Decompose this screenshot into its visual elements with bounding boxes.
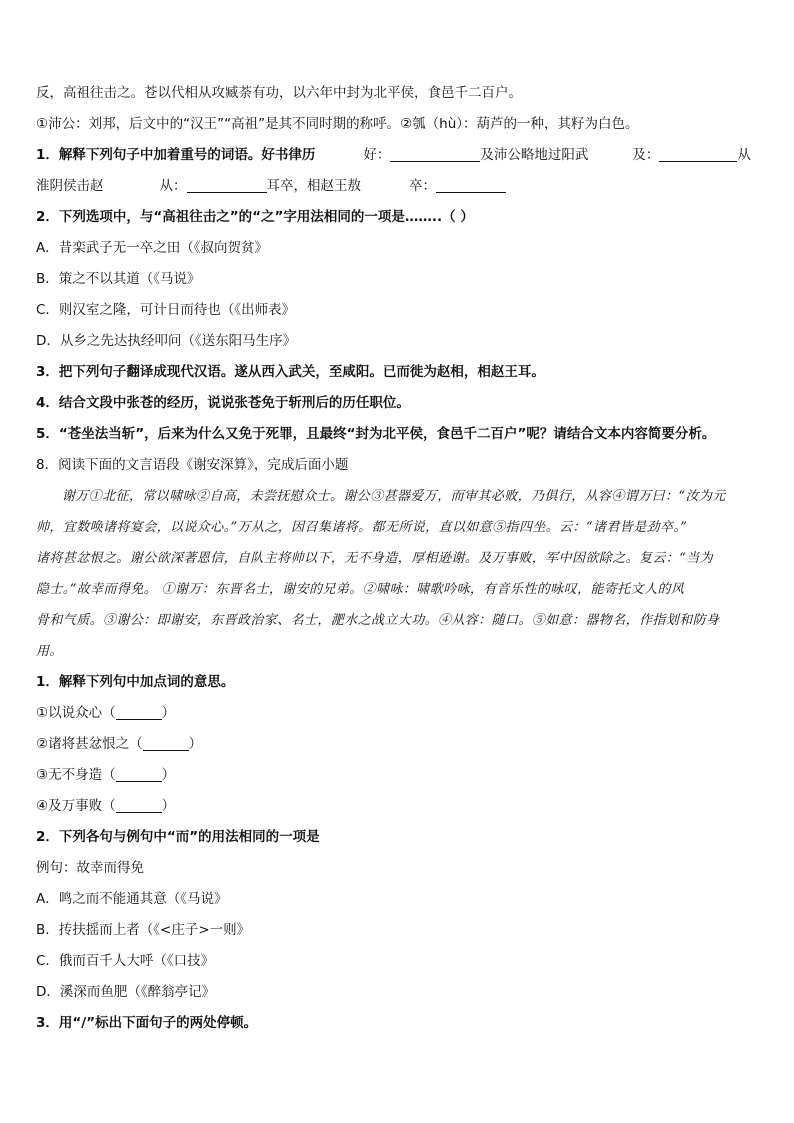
option-d[interactable]: D．溪深而鱼肥（《醉翁亭记》	[36, 984, 216, 1000]
question-4: 4．结合文段中张苍的经历，说说张苍免于斩刑后的历任职位。	[36, 395, 410, 411]
question-1b-text: 淮阴侯击赵	[36, 178, 104, 194]
sub-question-1c	[36, 760, 758, 791]
passage-line: 隐士。”故幸而得免。 ①谢万：东晋名士，谢安的兄弟。②啸咏：啸歌吟咏，有音乐性的咏叹，能寄托文人的风	[36, 582, 685, 597]
answer-blank[interactable]	[116, 796, 162, 813]
paren-close: ）	[161, 705, 176, 721]
passage-line: 骨和气质。③谢公：即谢安，东晋政治家、名士，淝水之战立大功。④从容：随口。⑤如意：器物名，作指划和防身	[36, 613, 720, 628]
passage-line: 诸将甚忿恨之。谢公欲深著恩信，自队主将帅以下，无不身造，厚相逊谢。及万事败，军中因欲除之。复云：“当为	[36, 551, 714, 566]
option-a[interactable]: A．昔栾武子无一卒之田（《叔向贺贫》	[36, 240, 268, 256]
question-1-cont	[36, 171, 758, 202]
item-text: ③无不身造（	[36, 767, 116, 783]
text-line: 反，高祖往击之。苍以代相从攻臧荼有功，以六年中封为北平侯，食邑千二百户。	[36, 85, 522, 101]
item-text: ①以说众心（	[36, 705, 116, 721]
sub-question-2: 2．下列各句与例句中“而”的用法相同的一项是	[36, 829, 320, 845]
question-1-end: 从	[737, 147, 751, 163]
answer-blank-cong[interactable]	[187, 176, 267, 193]
section-8-heading: 8．阅读下面的文言语段《谢安深算》，完成后面小题	[36, 457, 349, 473]
question-1b-mid: 耳卒，相赵王敖	[266, 178, 361, 194]
question-2: 2．下列选项中，与“高祖往击之”的“之”字用法相同的一项是……..（ ）	[36, 209, 474, 225]
passage-line: 用。	[36, 644, 63, 659]
option-b[interactable]: B．抟扶摇而上者（《<庄子>一则》	[36, 922, 251, 938]
paren-close: ）	[161, 798, 176, 814]
item-text: ②诸将甚忿恨之（	[36, 736, 143, 752]
sub-question-1a	[36, 698, 758, 729]
question-3: 3．把下列句子翻译成现代汉语。遂从西入武关，至咸阳。已而徙为赵相，相赵王耳。	[36, 364, 545, 380]
label-zu: 卒：	[409, 178, 436, 194]
label-ji: 及：	[632, 147, 660, 163]
sub-question-1d	[36, 791, 758, 822]
footnote-line: ①沛公：刘邦，后文中的“汉王”“高祖”是其不同时期的称呼。②瓠（hù）：葫芦的一种，其籽为白色。	[36, 116, 639, 132]
question-5: 5．“苍坐法当斩”，后来为什么又免于死罪，且最终“封为北平侯，食邑千二百户”呢？请结合文本内容简要分析。	[36, 426, 716, 442]
question-1-text: 1．解释下列句子中加着重号的词语。好书律历	[36, 147, 316, 163]
answer-blank-hao[interactable]	[390, 145, 480, 162]
question-1	[36, 140, 758, 171]
answer-blank-ji[interactable]	[659, 145, 737, 162]
answer-blank-zu[interactable]	[436, 176, 506, 193]
paren-close: ）	[161, 767, 176, 783]
label-cong: 从：	[159, 178, 187, 194]
item-text: ④及万事败（	[36, 798, 116, 814]
option-c[interactable]: C．则汉室之隆，可计日而待也（《出师表》	[36, 302, 296, 318]
passage-line: 谢万①北征，常以啸咏②自高，未尝抚慰众士。谢公③甚器爱万，而审其必败，乃俱行，从容④谓万曰：“汝为元	[62, 489, 726, 504]
option-c[interactable]: C．俄而百千人大呼（《口技》	[36, 953, 215, 969]
option-b[interactable]: B．策之不以其道（《马说》	[36, 271, 201, 287]
answer-blank[interactable]	[143, 734, 189, 751]
document-page	[36, 78, 758, 1039]
answer-blank[interactable]	[116, 765, 162, 782]
sub-question-1: 1．解释下列句中加点词的意思。	[36, 674, 235, 690]
option-d[interactable]: D．从乡之先达执经叩问（《送东阳马生序》	[36, 333, 297, 349]
classical-passage	[36, 481, 758, 667]
option-a[interactable]: A．鸣之而不能通其意（《马说》	[36, 891, 228, 907]
answer-blank[interactable]	[116, 703, 162, 720]
passage-line: 帅，宜数唤诸将宴会，以说众心。”万从之，因召集诸将。都无所说，直以如意⑤指四坐。云：“诸君皆是劲卒。”	[36, 520, 688, 535]
question-1-mid: 及沛公略地过阳武	[480, 147, 589, 163]
sub-question-3: 3．用“/”标出下面句子的两处停顿。	[36, 1015, 258, 1031]
example-sentence: 例句：故幸而得免	[36, 860, 144, 876]
sub-question-1b	[36, 729, 758, 760]
label-hao: 好：	[363, 147, 391, 163]
paren-close: ）	[188, 736, 203, 752]
